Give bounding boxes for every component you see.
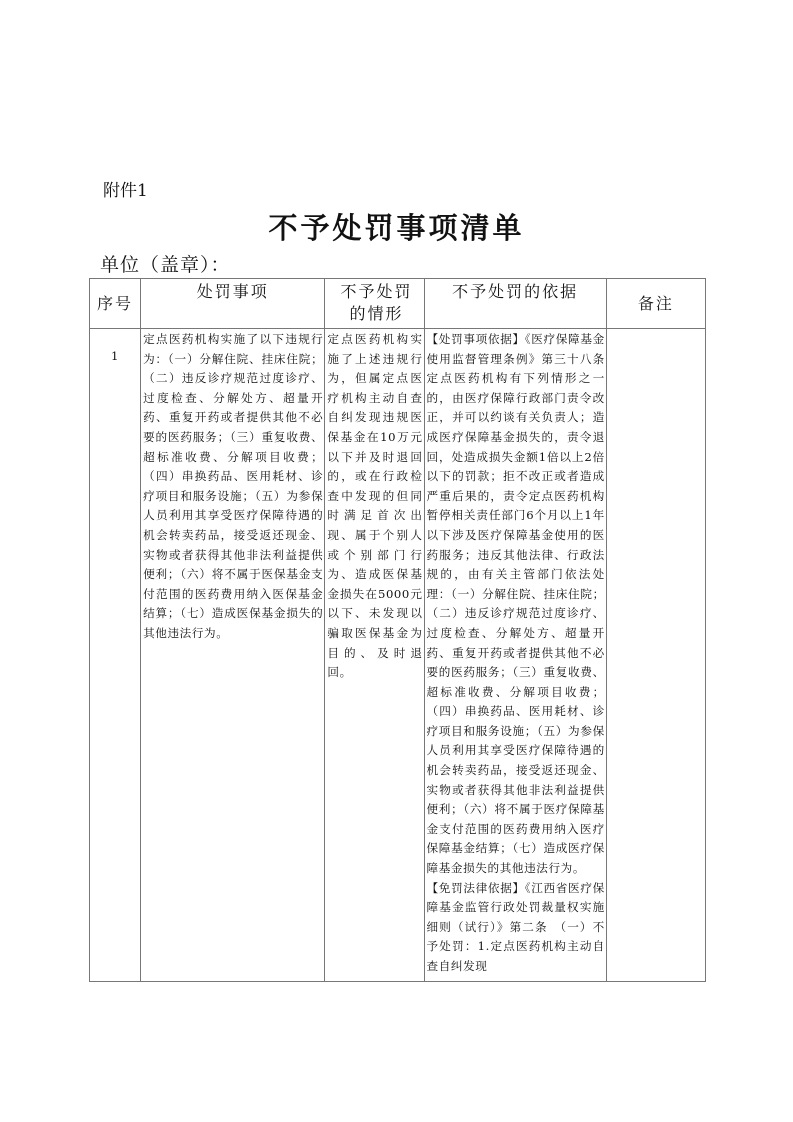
cell-situation: 定点医药机构实施了上述违规行为，但属定点医疗机构主动自查自纠发现违规医保基金在10万元以下并及时退回的，或在行政检查中发现的但同时满足首次出现、属于个别人或个别部门行为、造成医保基金损失在5000元以下、未发现以骗取医保基金为目的、及时退回。 bbox=[325, 329, 424, 982]
penalty-exemption-table bbox=[89, 278, 706, 982]
cell-seq: 1 bbox=[90, 329, 141, 982]
header-basis-label: 不予处罚的依据 bbox=[452, 282, 579, 301]
header-basis bbox=[424, 279, 606, 329]
cell-basis: 【处罚事项依据】《医疗保障基金使用监督管理条例》第三十八条 定点医药机构有下列情形之一的，由医疗保障行政部门责令改正，并可以约谈有关负责人；造成医疗保障基金损失的，责令退回，处造成损失金额1倍以上2倍以下的罚款；拒不改正或者造成严重后果的，责令定点医药机构暂停相关责任部门6个月以上1年以下涉及医疗保障基金使用的医药服务；违反其他法律、行政法规的，由有关主管部门依法处理：（一）分解住院、挂床住院；（二）违反诊疗规范过度诊疗、过度检查、分解处方、超量开药、重复开药或者提供其他不必要的医药服务；（三）重复收费、超标准收费、分解项目收费；（四）串换药品、医用耗材、诊疗项目和服务设施；（五）为参保人员利用其享受医疗保障待遇的机会转卖药品，接受返还现金、实物或者获得其他非法利益提供便利；（六）将不属于医疗保障基金支付范围的医药费用纳入医疗保障基金结算；（七）造成医疗保障基金损失的其他违法行为。 【免罚法律依据】《江西省医疗保障基金监管行政处罚裁量权实施细则（试行）》第二条 （一）不予处罚：1.定点医药机构主动自查自纠发现 bbox=[424, 329, 606, 982]
table-row bbox=[90, 329, 706, 982]
header-seq: 序号 bbox=[90, 279, 141, 329]
header-item-label: 处罚事项 bbox=[196, 282, 269, 301]
cell-remarks bbox=[606, 329, 705, 982]
unit-seal-label: 单位（盖章）： bbox=[100, 254, 231, 276]
header-situation-label: 不予处罚的情形 bbox=[340, 282, 413, 323]
cell-item: 定点医药机构实施了以下违规行为：（一）分解住院、挂床住院；（二）违反诊疗规范过度诊疗、过度检查、分解处方、超量开药、重复开药或者提供其他不必要的医药服务；（三）重复收费、超标准收费、分解项目收费；（四）串换药品、医用耗材、诊疗项目和服务设施；（五）为参保人员利用其享受医疗保障待遇的机会转卖药品，接受返还现金、实物或者获得其他非法利益提供便利；（六）将不属于医保基金支付范围的医药费用纳入医保基金结算；（七）造成医保基金损失的其他违法行为。 bbox=[141, 329, 325, 982]
document-title: 不予处罚事项清单 bbox=[268, 211, 525, 245]
table-header-row bbox=[90, 279, 706, 329]
header-situation bbox=[325, 279, 424, 329]
header-item bbox=[141, 279, 325, 329]
attachment-label: 附件1 bbox=[103, 181, 148, 201]
header-remarks: 备注 bbox=[606, 279, 705, 329]
